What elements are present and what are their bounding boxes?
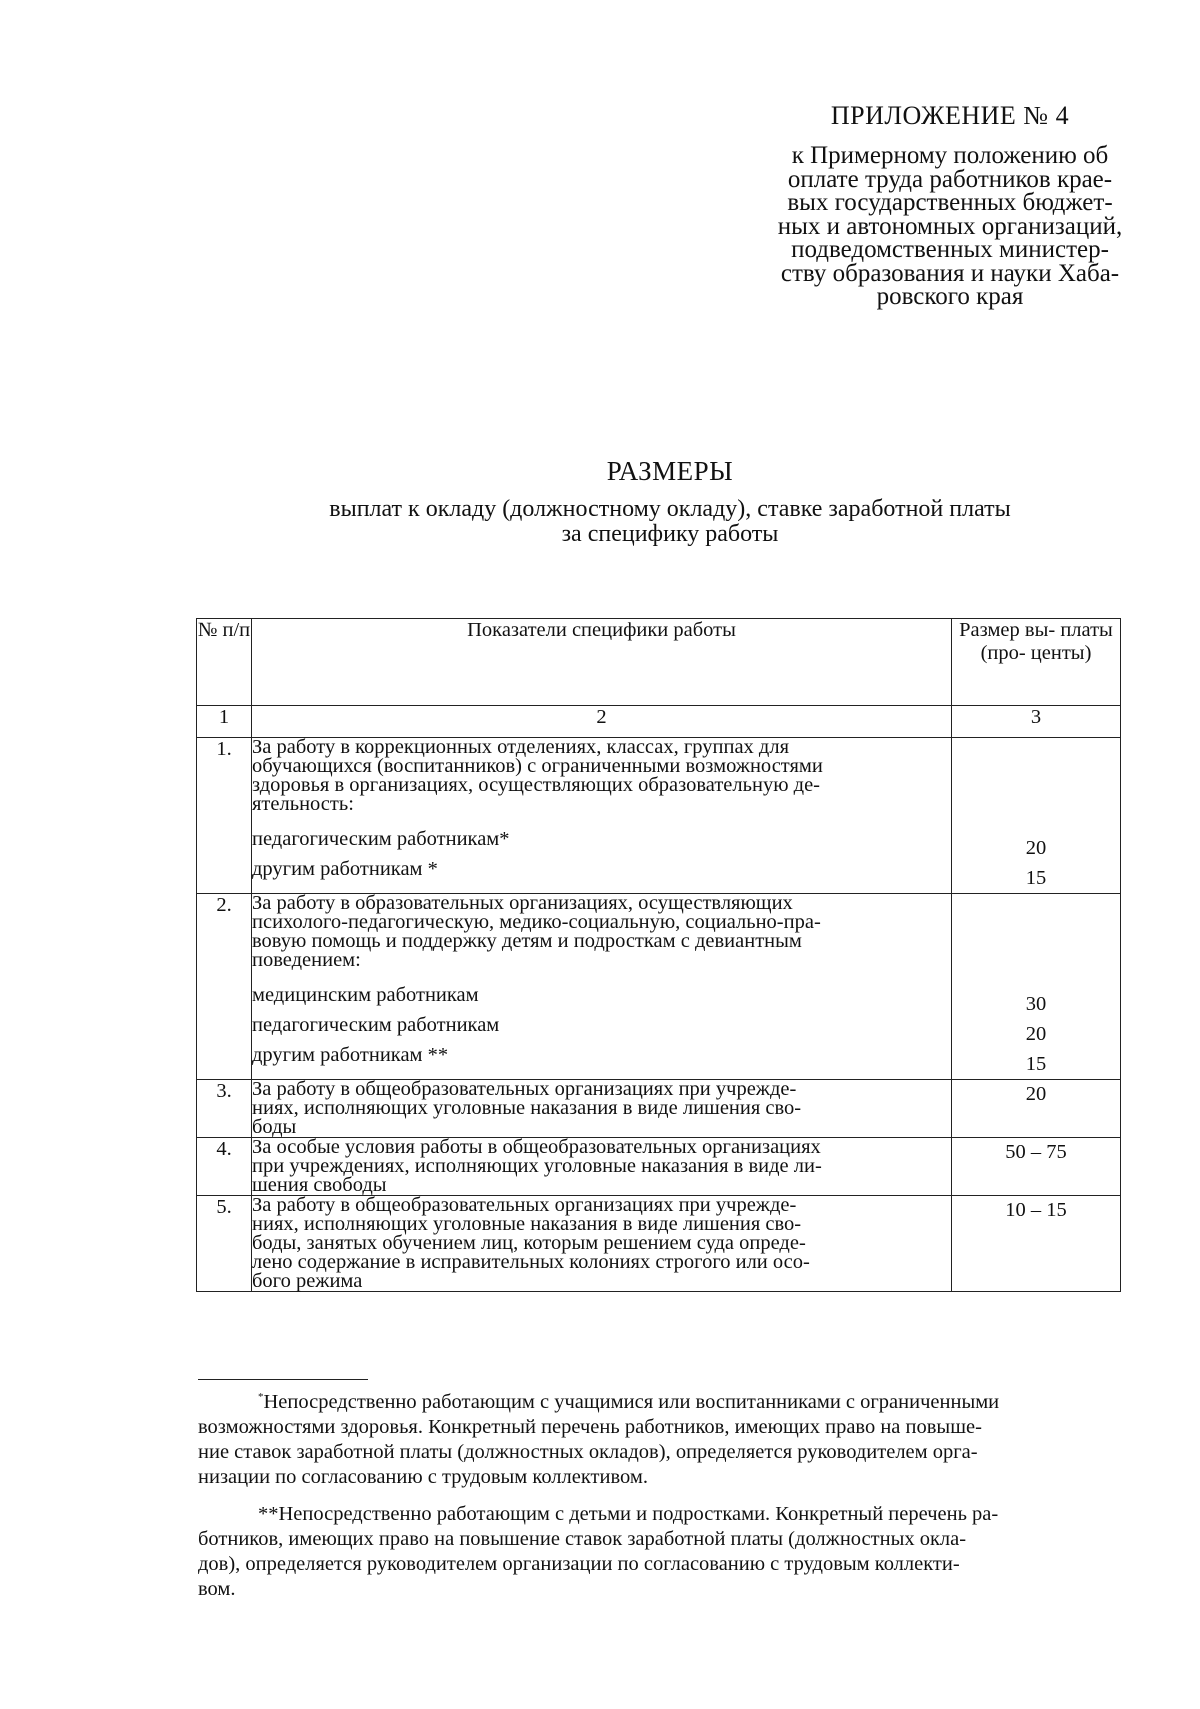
appendix-line: к Примерному положению об: [791, 142, 1109, 169]
footnote-line: ние ставок заработной платы (должностных окладов), определяется руководителем орга-: [198, 1441, 978, 1463]
row-description: [252, 1196, 952, 1292]
header-indicator: Показатели специфики работы: [252, 619, 952, 706]
row-number: 4.: [197, 1138, 252, 1196]
document-subtitle-line: за специфику работы: [561, 521, 779, 547]
row-value-cell: [952, 894, 1121, 1080]
row-text-line: бого режима: [252, 1270, 363, 1292]
row-text-line: шения свободы: [252, 1174, 387, 1196]
footnote-line: Непосредственно работающим с учащимися или воспитанниками с ограниченными: [263, 1391, 1000, 1413]
column-number: 2: [252, 706, 952, 738]
table-row: [197, 1080, 1121, 1138]
row-value-cell: [952, 1080, 1121, 1138]
footnote-1: [198, 1385, 1140, 1490]
row-text-line: За работу в общеобразовательных организациях при учрежде-: [252, 1078, 797, 1100]
appendix-line: подведомственных министер-: [791, 236, 1109, 263]
table-header-row: [197, 619, 1121, 706]
row-text-line: ятельность:: [252, 793, 354, 815]
footnote-line: низации по согласованию с трудовым коллективом.: [198, 1466, 648, 1488]
row-text-line: здоровья в организациях, осуществляющих образовательную де-: [252, 774, 821, 796]
header-size: Размер вы- платы (про- центы): [952, 619, 1121, 706]
row-text-line: поведением:: [252, 949, 361, 971]
row-value-cell: [952, 1138, 1121, 1196]
row-description: [252, 894, 952, 1080]
appendix-block: [740, 100, 1160, 309]
appendix-line: ровского края: [876, 283, 1024, 310]
row-item-label: другим работникам **: [252, 1044, 449, 1066]
table-row: [197, 1138, 1121, 1196]
row-description: [252, 1138, 952, 1196]
row-text-line: психолого-педагогическую, медико-социальную, социально-пра-: [252, 911, 821, 933]
table-row: [197, 738, 1121, 894]
appendix-line: вых государственных бюджет-: [787, 189, 1113, 216]
row-text-line: вовую помощь и поддержку детям и подросткам с девиантным: [252, 930, 802, 952]
payment-table: [196, 618, 1121, 1292]
row-item-value: 20: [1025, 837, 1047, 859]
appendix-heading: ПРИЛОЖЕНИЕ № 4: [830, 101, 1070, 130]
footnote-line: возможностями здоровья. Конкретный перечень работников, имеющих право на повыше-: [198, 1416, 982, 1438]
row-text-line: боды, занятых обучением лиц, которым решением суда опреде-: [252, 1232, 806, 1254]
row-description: [252, 1080, 952, 1138]
column-number-row: [197, 706, 1121, 738]
row-text-line: при учреждениях, исполняющих уголовные наказания в виде ли-: [252, 1155, 822, 1177]
header-num: № п/п: [197, 619, 252, 706]
row-text-line: обучающихся (воспитанников) с ограниченными возможностями: [252, 755, 823, 777]
row-text-line: боды: [252, 1116, 297, 1138]
row-value: 50 – 75: [1005, 1141, 1067, 1163]
row-item-label: педагогическим работникам: [252, 1014, 500, 1036]
table-row: [197, 1196, 1121, 1292]
row-text-line: лено содержание в исправительных колониях строгого или осо-: [252, 1251, 810, 1273]
column-number: 3: [952, 706, 1121, 738]
appendix-line: ству образования и науки Хаба-: [780, 259, 1120, 287]
row-item-label: медицинским работникам: [252, 984, 479, 1006]
row-text-line: За работу в образовательных организациях, осуществляющих: [252, 892, 793, 914]
appendix-text: [740, 144, 1160, 309]
row-item-label: педагогическим работникам*: [252, 828, 510, 850]
row-value-cell: [952, 1196, 1121, 1292]
row-text-line: ниях, исполняющих уголовные наказания в виде лишения сво-: [252, 1213, 802, 1235]
row-description: [252, 738, 952, 894]
row-value-cell: [952, 738, 1121, 894]
footnote-line: вом.: [198, 1578, 236, 1600]
row-number: 5.: [197, 1196, 252, 1292]
row-item-value: 20: [1025, 1023, 1047, 1045]
row-text-line: За особые условия работы в общеобразовательных организациях: [252, 1136, 821, 1158]
appendix-line: ных и автономных организаций,: [777, 212, 1123, 240]
document-subtitle-line: выплат к окладу (должностному окладу), ставке заработной платы: [329, 496, 1011, 522]
footnote-2: [198, 1502, 1140, 1602]
appendix-line: оплате труда работников крае-: [787, 165, 1113, 193]
footnote-line: **Непосредственно работающим с детьми и подростками. Конкретный перечень ра-: [258, 1503, 999, 1525]
row-value: 10 – 15: [1005, 1199, 1067, 1221]
document-title: РАЗМЕРЫ: [606, 456, 734, 486]
row-number: 2.: [197, 894, 252, 1080]
row-text-line: ниях, исполняющих уголовные наказания в виде лишения сво-: [252, 1097, 802, 1119]
footnote-mark: *: [258, 1391, 264, 1403]
footnote-line: дов), определяется руководителем организации по согласованию с трудовым коллекти-: [198, 1553, 960, 1575]
row-item-value: 15: [1025, 1053, 1047, 1075]
footnote-line: ботников, имеющих право на повышение ставок заработной платы (должностных окла-: [198, 1528, 967, 1550]
row-text-line: За работу в коррекционных отделениях, классах, группах для: [252, 736, 790, 758]
row-number: 3.: [197, 1080, 252, 1138]
row-item-value: 15: [1025, 867, 1047, 889]
table-row: [197, 894, 1121, 1080]
row-item-value: 30: [1025, 993, 1047, 1015]
row-item-label: другим работникам *: [252, 858, 438, 880]
row-number: 1.: [197, 738, 252, 894]
column-number: 1: [197, 706, 252, 738]
footnote-separator: [198, 1379, 368, 1380]
row-value: 20: [1025, 1083, 1047, 1105]
row-text-line: За работу в общеобразовательных организациях при учрежде-: [252, 1194, 797, 1216]
